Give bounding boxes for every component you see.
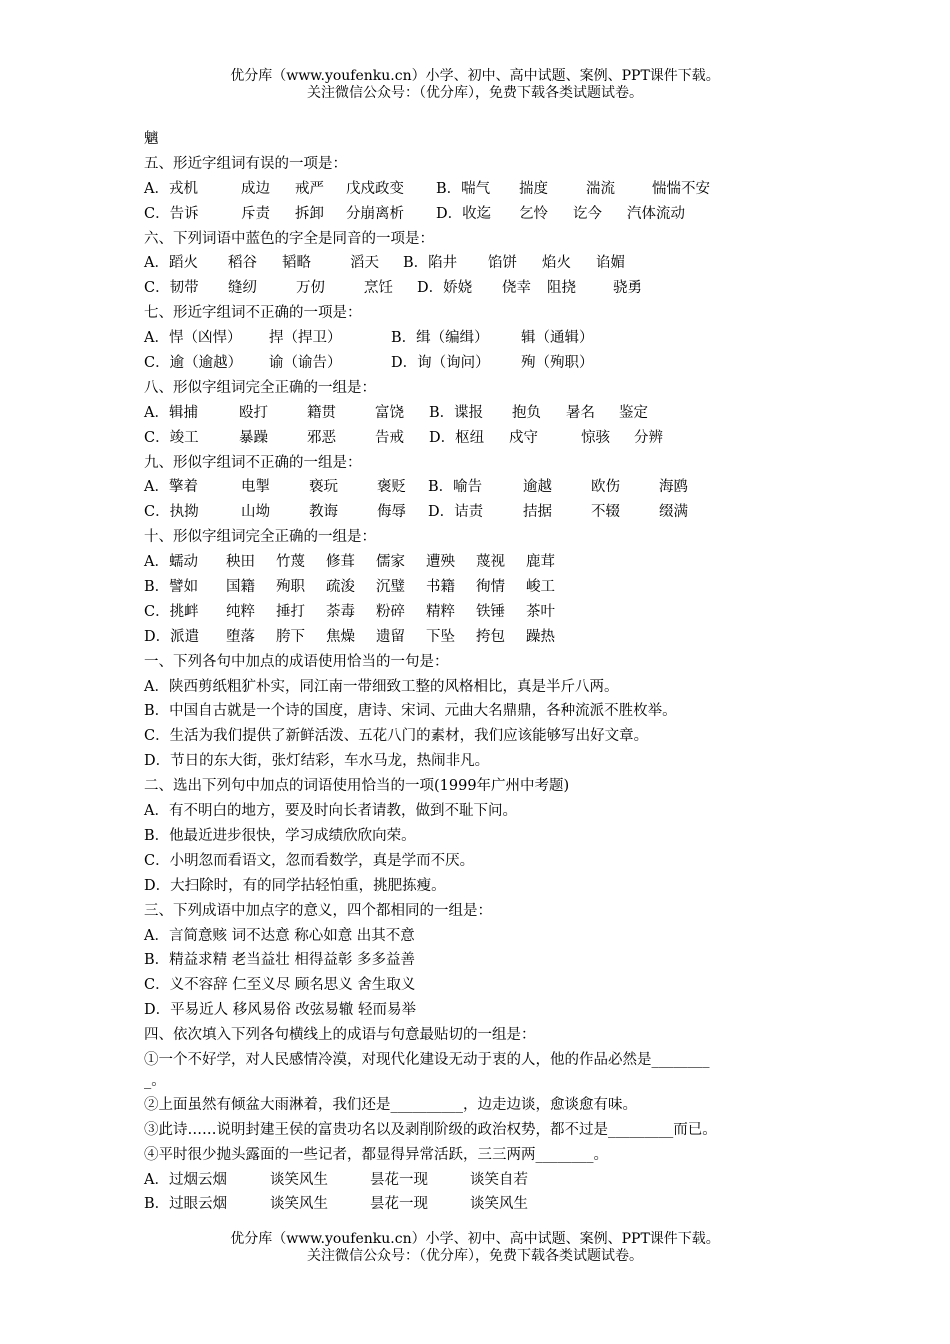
text-cell: C．竣工 — [144, 429, 199, 446]
text-line — [144, 326, 824, 351]
text-line — [144, 1192, 824, 1217]
text-line — [144, 724, 824, 749]
text-cell: 疏浚 — [326, 579, 355, 596]
text-line — [144, 749, 824, 774]
text-cell: 四、依次填入下列各句横线上的成语与句意最贴切的一组是： — [144, 1027, 536, 1044]
text-cell: C．执拗 — [144, 504, 199, 521]
text-cell: 教诲 — [309, 504, 338, 521]
text-cell: 讫今 — [573, 205, 602, 222]
text-cell: 儒家 — [376, 554, 405, 571]
text-cell: 殉职 — [276, 579, 305, 596]
text-cell: C．生活为我们提供了新鲜活泼、五花八门的素材，我们应该能够写出好文章。 — [144, 728, 649, 745]
text-cell: A．蠕动 — [144, 554, 198, 571]
text-cell: 谕（谕告） — [269, 355, 342, 372]
text-cell: C．挑衅 — [144, 603, 199, 620]
text-cell: 稻谷 — [228, 255, 257, 272]
text-cell: 缀满 — [659, 504, 688, 521]
text-cell: 缝纫 — [228, 280, 257, 297]
text-cell: D．派遣 — [144, 628, 200, 645]
text-line — [144, 948, 824, 973]
text-line — [144, 227, 824, 252]
text-cell: 下坠 — [426, 628, 455, 645]
text-line — [144, 924, 824, 949]
text-cell: 谈笑自若 — [470, 1171, 528, 1188]
text-cell: 侮辱 — [377, 504, 406, 521]
text-cell: 斥责 — [241, 205, 270, 222]
text-cell: _。 — [144, 1072, 166, 1089]
text-line — [144, 550, 824, 575]
text-cell: 分辨 — [634, 429, 663, 446]
text-cell: C．义不容辞 仁至义尽 顾名思义 舍生取义 — [144, 977, 416, 994]
text-cell: C．小明忽而看语文，忽而看数学，真是学而不厌。 — [144, 852, 475, 869]
text-cell: 汽体流动 — [627, 205, 685, 222]
text-line — [144, 351, 824, 376]
text-cell: C．韧带 — [144, 280, 199, 297]
text-cell: 九、形似字组词不正确的一组是： — [144, 454, 362, 471]
text-cell: 骁勇 — [613, 280, 642, 297]
text-cell: D．平易近人 移风易俗 改弦易辙 轻而易举 — [144, 1002, 416, 1019]
text-cell: 谈笑风生 — [470, 1196, 528, 1213]
text-cell: 韬略 — [282, 255, 311, 272]
text-line — [144, 600, 824, 625]
text-cell: B．中国自古就是一个诗的国度，唐诗、宋词、元曲大名鼎鼎，各种流派不胜枚举。 — [144, 703, 677, 720]
text-line — [144, 451, 824, 476]
text-cell: C．告诉 — [144, 205, 199, 222]
text-line — [144, 874, 824, 899]
header-line-1: 优分库（www.youfenku.cn）小学、初中、高中试题、案例、PPT课件下载。 — [230, 68, 720, 84]
text-cell: 揣度 — [519, 180, 548, 197]
text-cell: 竹蔑 — [276, 554, 305, 571]
text-line — [144, 276, 824, 301]
text-cell: 七、形近字组词不正确的一项是： — [144, 305, 362, 322]
text-line — [144, 675, 824, 700]
text-cell: 乞怜 — [519, 205, 548, 222]
text-cell: 昙花一现 — [370, 1171, 428, 1188]
text-cell: 辑（通辑） — [521, 330, 594, 347]
page-footer — [0, 1231, 950, 1265]
text-line — [144, 824, 824, 849]
text-cell: B．陷井 — [403, 255, 458, 272]
text-line — [144, 625, 824, 650]
text-cell: 湍流 — [586, 180, 615, 197]
text-cell: 拆卸 — [295, 205, 324, 222]
text-cell: 粉碎 — [376, 603, 405, 620]
text-cell: B．缉（编缉） — [391, 330, 489, 347]
text-line — [144, 699, 824, 724]
text-cell: 堕落 — [226, 628, 255, 645]
text-cell: D．诘责 — [428, 504, 484, 521]
text-cell: 海鸥 — [659, 479, 688, 496]
text-cell: D．娇娆 — [417, 280, 473, 297]
text-cell: A．擎着 — [144, 479, 198, 496]
text-cell: D．大扫除时，有的同学拈轻怕重，挑肥拣瘦。 — [144, 877, 446, 894]
text-cell: 暑名 — [566, 404, 595, 421]
text-cell: 精粹 — [426, 603, 455, 620]
text-cell: 焰火 — [542, 255, 571, 272]
text-cell: C．逾（逾越） — [144, 355, 243, 372]
text-cell: 捶打 — [276, 603, 305, 620]
text-cell: ③此诗……说明封建王侯的富贵功名以及剥削阶级的政治权势，都不过是_________而已。 — [144, 1121, 717, 1138]
text-line — [144, 799, 824, 824]
text-cell: 遭殃 — [426, 554, 455, 571]
text-cell: 万仞 — [296, 280, 325, 297]
text-cell: A．辑捕 — [144, 404, 198, 421]
text-cell: 惴惴不安 — [652, 180, 710, 197]
text-cell: 秧田 — [226, 554, 255, 571]
text-cell: B．精益求精 老当益壮 相得益彰 多多益善 — [144, 952, 415, 969]
text-cell: A．陕西剪纸粗犷朴实，同江南一带细致工整的风格相比，真是半斤八两。 — [144, 678, 619, 695]
text-cell: 鹿茸 — [526, 554, 555, 571]
footer-line-1: 优分库（www.youfenku.cn）小学、初中、高中试题、案例、PPT课件下载。 — [230, 1231, 720, 1247]
text-line — [144, 152, 824, 177]
text-line — [144, 899, 824, 924]
text-cell: 分崩离析 — [346, 205, 404, 222]
text-cell: 馅饼 — [488, 255, 517, 272]
document-body — [144, 127, 824, 1217]
text-cell: 三、下列成语中加点字的意义，四个都相同的一组是： — [144, 902, 492, 919]
text-cell: 戒严 — [295, 180, 324, 197]
text-cell: A．悍（凶悍） — [144, 330, 242, 347]
text-cell: 逾越 — [523, 479, 552, 496]
text-cell: B．喘气 — [436, 180, 491, 197]
text-line — [144, 475, 824, 500]
text-line — [144, 376, 824, 401]
text-cell: D．收迄 — [436, 205, 492, 222]
footer-line-2: 关注微信公众号：（优分库），免费下载各类试题试卷。 — [307, 1248, 643, 1264]
text-cell: B．谍报 — [429, 404, 484, 421]
text-cell: 昙花一现 — [370, 1196, 428, 1213]
text-line — [144, 973, 824, 998]
text-cell: 谈笑风生 — [270, 1196, 328, 1213]
text-line — [144, 500, 824, 525]
text-cell: 滔天 — [350, 255, 379, 272]
text-cell: 侥幸 — [502, 280, 531, 297]
text-line — [144, 575, 824, 600]
text-cell: 戊戍政变 — [346, 180, 404, 197]
text-cell: 沉璧 — [376, 579, 405, 596]
text-cell: 徇情 — [476, 579, 505, 596]
text-cell: B．他最近进步很快，学习成绩欣欣向荣。 — [144, 827, 416, 844]
text-cell: 抱负 — [512, 404, 541, 421]
text-cell: 惊骇 — [581, 429, 610, 446]
text-cell: A．有不明白的地方，要及时向长者请教，做到不耻下问。 — [144, 803, 517, 820]
text-cell: 殉（殉职） — [521, 355, 594, 372]
text-cell: 一、下列各句中加点的成语使用恰当的一句是： — [144, 653, 449, 670]
text-cell: 不辍 — [591, 504, 620, 521]
text-cell: 遗留 — [376, 628, 405, 645]
text-cell: 亵玩 — [309, 479, 338, 496]
text-cell: 纯粹 — [226, 603, 255, 620]
text-cell: 八、形似字组词完全正确的一组是： — [144, 379, 376, 396]
text-cell: 国籍 — [226, 579, 255, 596]
text-cell: 十、形似字组词完全正确的一组是： — [144, 529, 376, 546]
text-cell: 告戒 — [375, 429, 404, 446]
text-line — [144, 774, 824, 799]
text-cell: 山坳 — [241, 504, 270, 521]
text-line — [144, 426, 824, 451]
text-cell: 峻工 — [526, 579, 555, 596]
text-cell: 胯下 — [276, 628, 305, 645]
text-line — [144, 202, 824, 227]
text-cell: D．枢纽 — [429, 429, 485, 446]
text-line — [144, 1168, 824, 1193]
text-cell: 成边 — [241, 180, 270, 197]
text-cell: 籍贯 — [307, 404, 336, 421]
text-cell: 挎包 — [476, 628, 505, 645]
text-cell: 躁热 — [526, 628, 555, 645]
text-cell: 书籍 — [426, 579, 455, 596]
text-cell: D．询（询问） — [391, 355, 490, 372]
text-cell: 褒贬 — [377, 479, 406, 496]
text-line — [144, 1143, 824, 1168]
text-cell: 拮据 — [523, 504, 552, 521]
text-cell: ①一个不好学，对人民感情冷漠，对现代化建设无动于衷的人，他的作品必然是________ — [144, 1051, 710, 1068]
text-line — [144, 1093, 824, 1118]
text-line — [144, 525, 824, 550]
text-cell: 富饶 — [375, 404, 404, 421]
text-cell: 戍守 — [509, 429, 538, 446]
text-cell: 电掣 — [241, 479, 270, 496]
text-cell: 暴躁 — [239, 429, 268, 446]
text-cell: ④平时很少抛头露面的一些记者，都显得异常活跃，三三两两________。 — [144, 1146, 608, 1163]
text-cell: 五、形近字组词有误的一项是： — [144, 155, 347, 172]
text-cell: 蔑视 — [476, 554, 505, 571]
text-cell: ②上面虽然有倾盆大雨淋着，我们还是__________，边走边谈，愈谈愈有味。 — [144, 1096, 637, 1113]
text-line — [144, 1048, 824, 1073]
text-line — [144, 177, 824, 202]
text-cell: 殴打 — [239, 404, 268, 421]
text-cell: A．戎机 — [144, 180, 198, 197]
text-cell: 捍（捍卫） — [269, 330, 342, 347]
text-line — [144, 849, 824, 874]
text-line — [144, 1118, 824, 1143]
text-cell: 烹饪 — [364, 280, 393, 297]
text-cell: 铁锤 — [476, 603, 505, 620]
text-line — [144, 301, 824, 326]
text-cell: 焦燥 — [326, 628, 355, 645]
text-cell: 鉴定 — [619, 404, 648, 421]
header-line-2: 关注微信公众号：（优分库），免费下载各类试题试卷。 — [307, 85, 643, 101]
text-line — [144, 650, 824, 675]
text-cell: 阻挠 — [547, 280, 576, 297]
text-cell: 欧伤 — [591, 479, 620, 496]
text-cell: A．言简意赅 词不达意 称心如意 出其不意 — [144, 927, 415, 944]
text-cell: 茶叶 — [526, 603, 555, 620]
text-cell: 谈笑风生 — [270, 1171, 328, 1188]
text-cell: 邪恶 — [307, 429, 336, 446]
text-cell: A．蹈火 — [144, 255, 198, 272]
text-cell: 荼毒 — [326, 603, 355, 620]
text-cell: 修葺 — [326, 554, 355, 571]
text-cell: D．节日的东大街，张灯结彩，车水马龙，热闹非凡。 — [144, 753, 490, 770]
page-header — [0, 68, 950, 102]
text-cell: B．过眼云烟 — [144, 1196, 228, 1213]
text-cell: B．喻告 — [428, 479, 483, 496]
text-line — [144, 1023, 824, 1048]
text-line — [144, 127, 824, 152]
text-line — [144, 251, 824, 276]
text-cell: 二、选出下列句中加点的词语使用恰当的一项(1999年广州中考题) — [144, 778, 570, 795]
text-cell: A．过烟云烟 — [144, 1171, 227, 1188]
text-cell: B．譬如 — [144, 579, 199, 596]
text-line — [144, 1073, 824, 1093]
text-cell: 魑 — [144, 131, 159, 147]
text-line — [144, 401, 824, 426]
text-cell: 谄媚 — [596, 255, 625, 272]
text-cell: 六、下列词语中蓝色的字全是同音的一项是： — [144, 230, 434, 247]
text-line — [144, 998, 824, 1023]
